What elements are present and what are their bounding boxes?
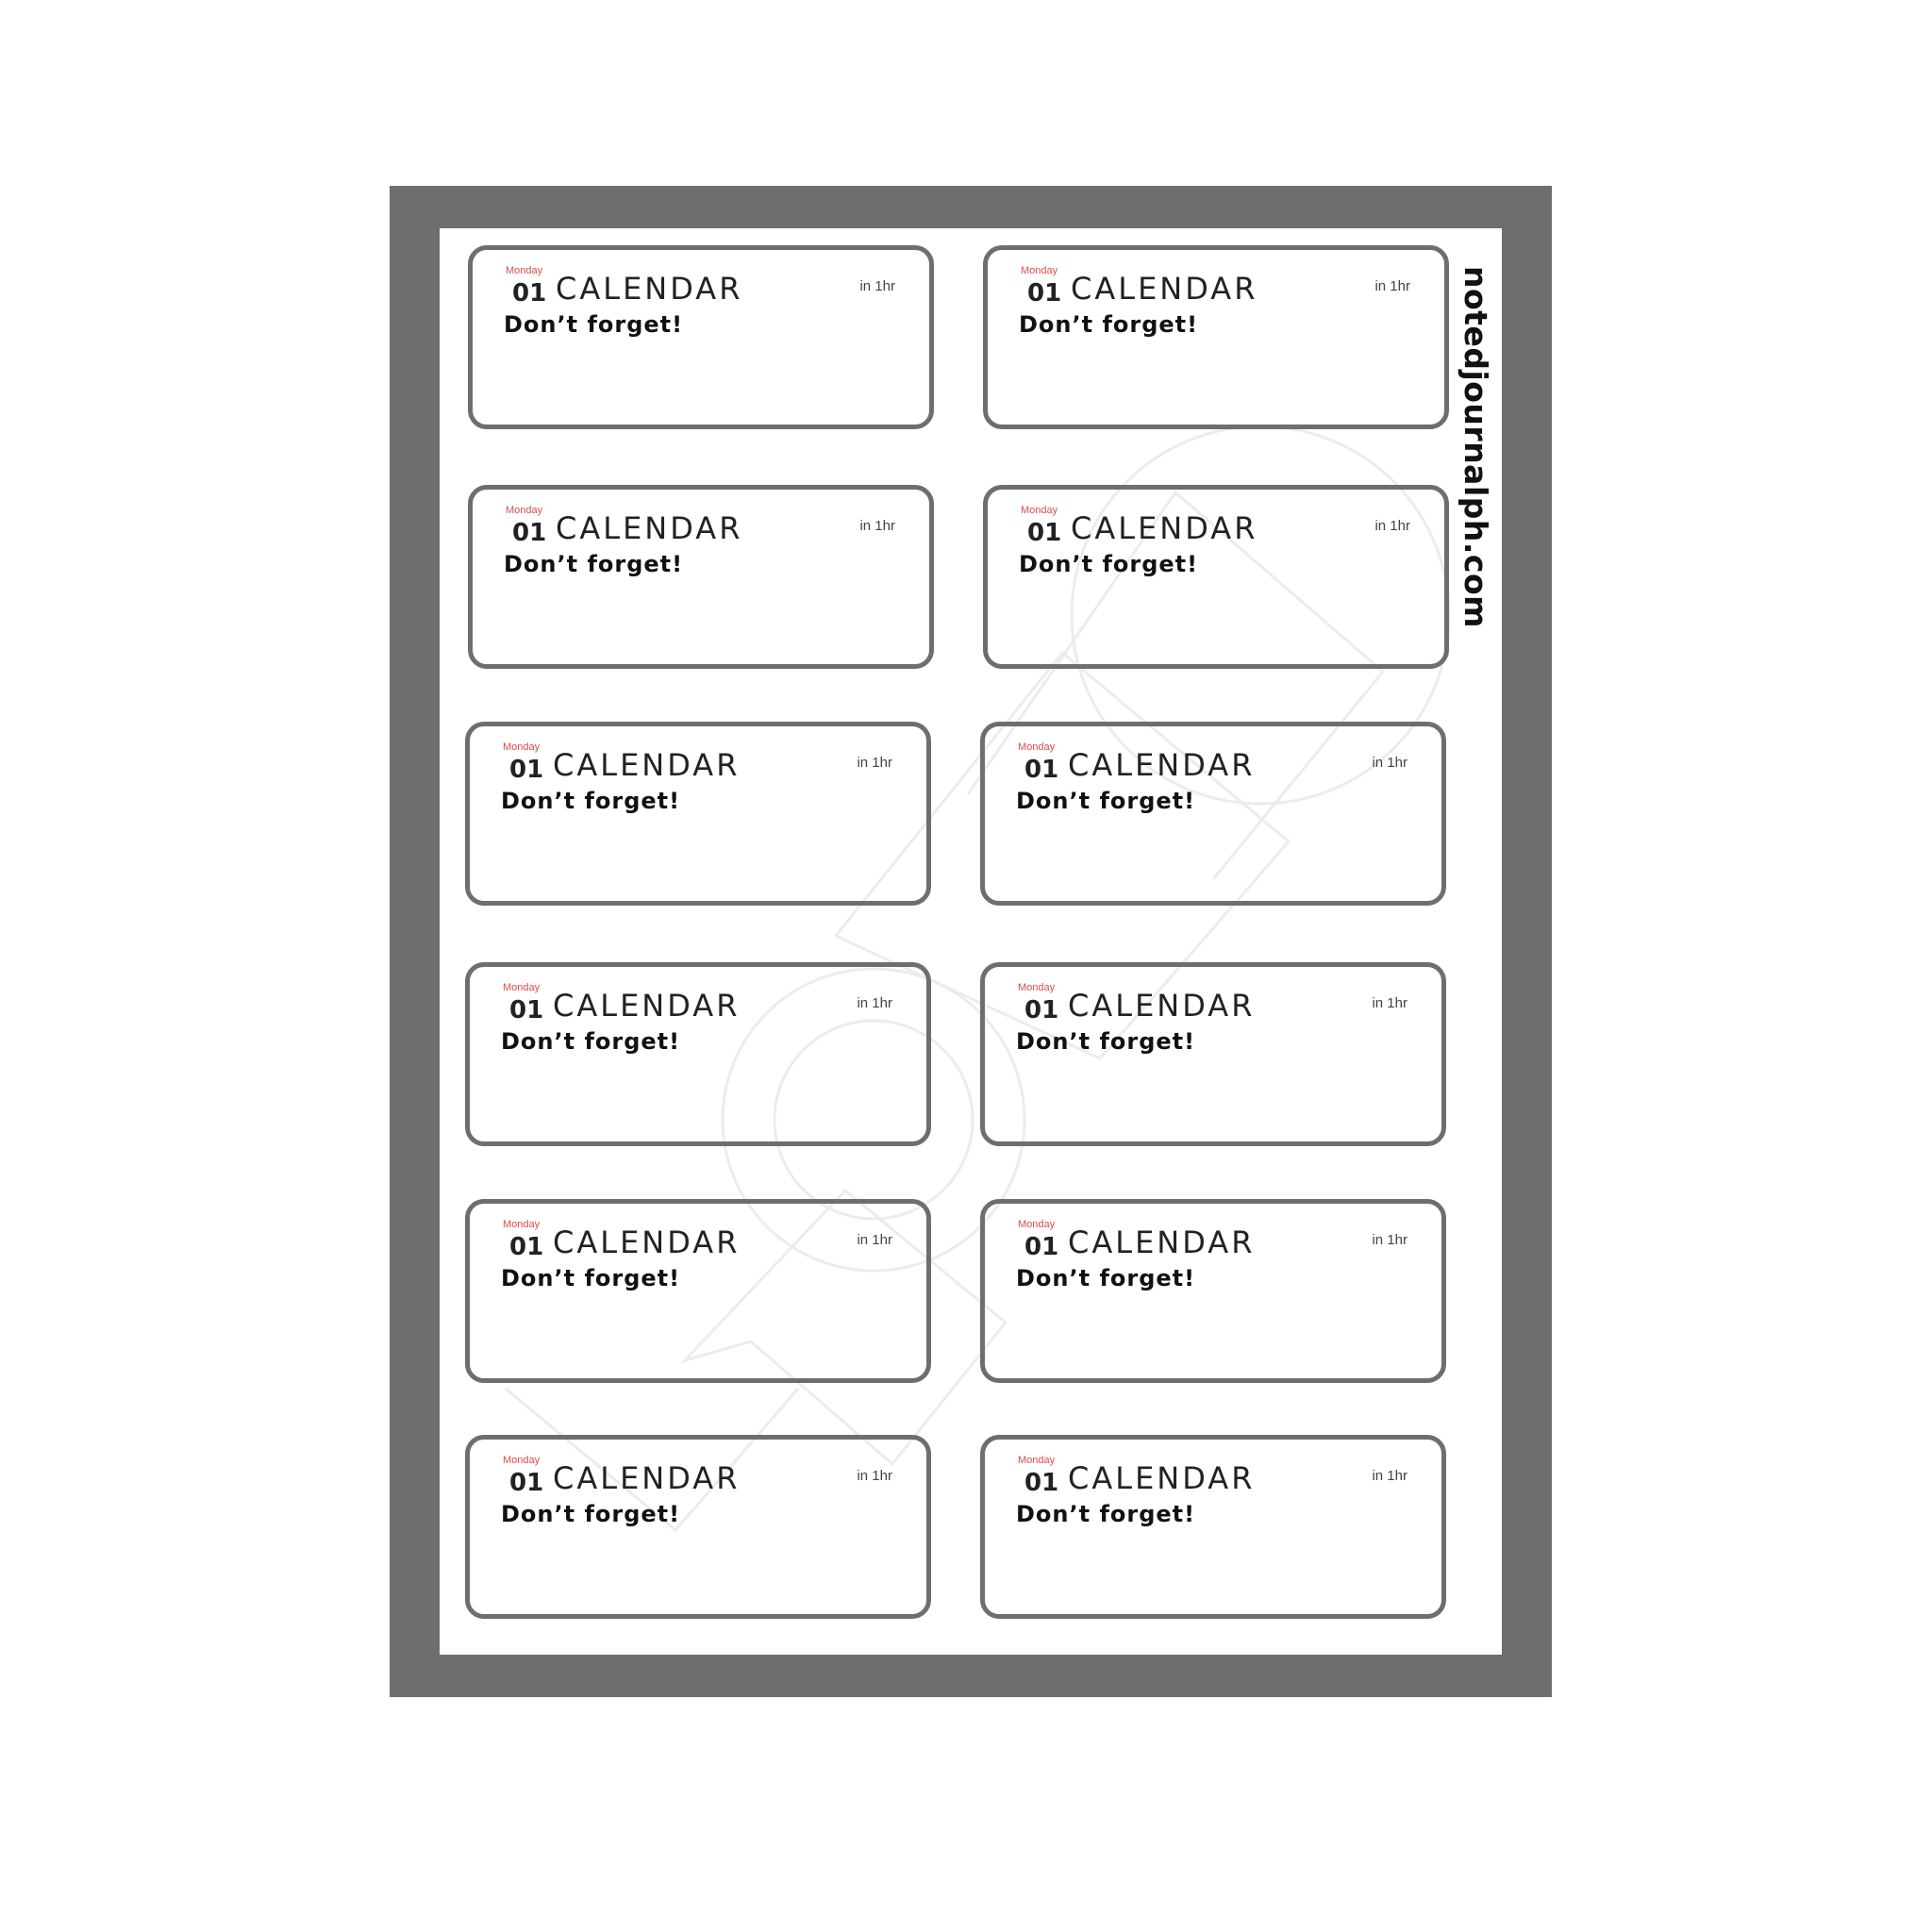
card-title: CALENDAR (556, 510, 743, 546)
reminder-text: Don’t forget! (1016, 1028, 1196, 1055)
reminder-text: Don’t forget! (1016, 1265, 1196, 1291)
date-number: 01 (512, 279, 547, 308)
time-label: in 1hr (859, 518, 895, 534)
date-number: 01 (509, 996, 544, 1024)
sticker-card (980, 962, 1446, 1146)
date-number: 01 (1024, 1233, 1059, 1261)
date-number: 01 (1027, 279, 1062, 308)
time-label: in 1hr (1372, 1468, 1407, 1484)
date-number: 01 (509, 756, 544, 784)
time-label: in 1hr (857, 995, 892, 1011)
card-title: CALENDAR (1071, 510, 1258, 546)
date-number: 01 (512, 519, 547, 547)
sticker-card (468, 245, 934, 429)
day-label: Monday (503, 741, 541, 753)
sticker-card (983, 485, 1449, 669)
reminder-text: Don’t forget! (1019, 551, 1199, 577)
card-title: CALENDAR (553, 1460, 741, 1496)
sticker-card (465, 1199, 931, 1383)
reminder-text: Don’t forget! (501, 1028, 681, 1055)
day-label: Monday (1018, 982, 1056, 993)
time-label: in 1hr (1372, 755, 1407, 771)
sticker-card (465, 962, 931, 1146)
card-title: CALENDAR (1068, 1224, 1256, 1260)
day-label: Monday (503, 982, 541, 993)
card-title: CALENDAR (1068, 747, 1256, 783)
card-title: CALENDAR (1071, 271, 1258, 307)
time-label: in 1hr (857, 755, 892, 771)
date-number: 01 (1024, 1469, 1059, 1497)
time-label: in 1hr (1372, 1232, 1407, 1248)
time-label: in 1hr (1374, 518, 1410, 534)
date-number: 01 (1027, 519, 1062, 547)
card-title: CALENDAR (553, 747, 741, 783)
day-label: Monday (1018, 741, 1056, 753)
card-title: CALENDAR (1068, 988, 1256, 1024)
card-title: CALENDAR (553, 1224, 741, 1260)
reminder-text: Don’t forget! (501, 1501, 681, 1527)
day-label: Monday (506, 505, 543, 516)
website-label: notedjournalph.com (1457, 266, 1494, 629)
reminder-text: Don’t forget! (1016, 788, 1196, 814)
time-label: in 1hr (857, 1232, 892, 1248)
day-label: Monday (1021, 265, 1058, 276)
sticker-card (980, 1199, 1446, 1383)
time-label: in 1hr (1372, 995, 1407, 1011)
day-label: Monday (503, 1219, 541, 1230)
time-label: in 1hr (1374, 278, 1410, 294)
card-title: CALENDAR (1068, 1460, 1256, 1496)
sticker-card (465, 1435, 931, 1619)
day-label: Monday (1018, 1455, 1056, 1466)
date-number: 01 (1024, 996, 1059, 1024)
reminder-text: Don’t forget! (504, 551, 684, 577)
date-number: 01 (1024, 756, 1059, 784)
date-number: 01 (509, 1469, 544, 1497)
day-label: Monday (506, 265, 543, 276)
reminder-text: Don’t forget! (504, 311, 684, 338)
card-title: CALENDAR (556, 271, 743, 307)
reminder-text: Don’t forget! (501, 1265, 681, 1291)
card-title: CALENDAR (553, 988, 741, 1024)
day-label: Monday (1018, 1219, 1056, 1230)
date-number: 01 (509, 1233, 544, 1261)
sticker-card (465, 722, 931, 906)
day-label: Monday (1021, 505, 1058, 516)
sticker-card (468, 485, 934, 669)
time-label: in 1hr (859, 278, 895, 294)
sticker-card (980, 722, 1446, 906)
reminder-text: Don’t forget! (501, 788, 681, 814)
reminder-text: Don’t forget! (1016, 1501, 1196, 1527)
sticker-sheet (440, 228, 1502, 1655)
sheet-frame (390, 186, 1552, 1697)
day-label: Monday (503, 1455, 541, 1466)
sticker-card (980, 1435, 1446, 1619)
sticker-card (983, 245, 1449, 429)
time-label: in 1hr (857, 1468, 892, 1484)
reminder-text: Don’t forget! (1019, 311, 1199, 338)
